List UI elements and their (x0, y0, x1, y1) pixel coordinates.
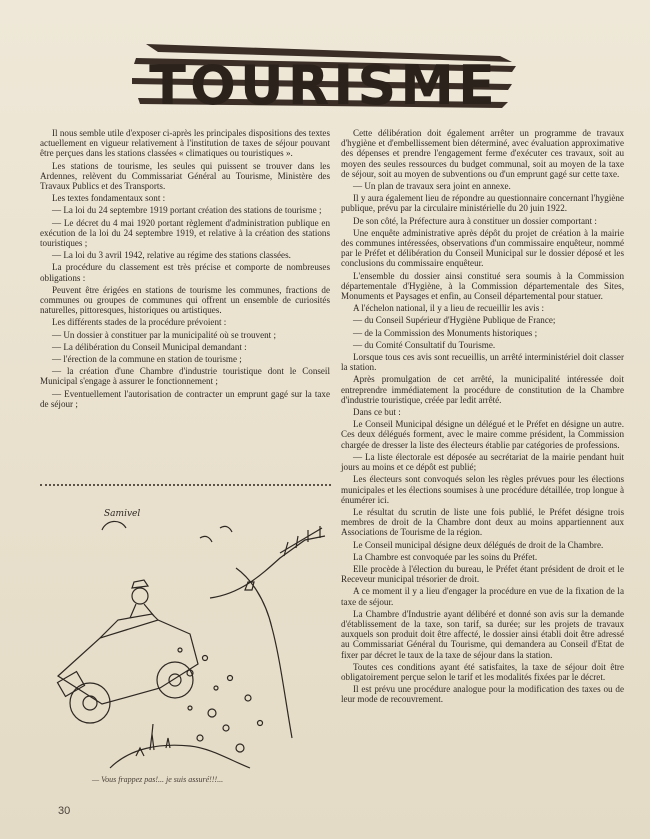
list-item: — La délibération du Conseil Municipal demandant : (52, 341, 247, 352)
title-text: TOURISME (149, 54, 499, 117)
paragraph: Peuvent être érigées en stations de tourisme les communes, fractions de communes ou groupes de communes qui offrent un ensemble de curiosités naturelles, pittoresques, historiques ou artistiques. (40, 284, 330, 316)
paragraph: L'ensemble du dossier ainsi constitué sera soumis à la Commission départementale d'Hygiène, à la Commission départementale des Sites, Monuments et Paysages et enfin, au Conseil départemental pour statuer. (341, 270, 624, 302)
list-item: — La loi du 24 septembre 1919 portant création des stations de tourisme ; (52, 205, 322, 216)
paragraph: Toutes ces conditions ayant été satisfaites, la taxe de séjour doit être obligatoirement perçue selon le tarif et les modalités fixées par le décret. (341, 661, 624, 682)
paragraph: La procédure du classement est très précise et comporte de nombreuses obligations : (40, 262, 330, 283)
list-item: — l'érection de la commune en station de tourisme ; (52, 354, 242, 365)
paragraph: Le Conseil municipal désigne deux délégués de droit de la Chambre. (353, 539, 604, 550)
list-item: — de la Commission des Monuments historiques ; (353, 327, 538, 338)
dotted-divider (40, 484, 331, 486)
paragraph: Le Conseil Municipal désigne un délégué et le Préfet en désigne un autre. Ces deux délégués forment, avec le maire comme président, la Commission chargée de dresser la liste des électeurs établie par catégories de professions. (341, 419, 624, 450)
list-item: — La loi du 3 avril 1942, relative au régime des stations classées. (52, 250, 291, 261)
driver-head (132, 588, 148, 604)
list-item: — du Conseil Supérieur d'Hygiène Publique de France; (353, 315, 556, 326)
paragraph: A l'échelon national, il y a lieu de recueillir les avis : (353, 303, 545, 314)
artist-signature: Samivel (104, 509, 141, 519)
paragraph: Elle procède à l'élection du bureau, le Préfet étant président de droit et le Receveur municipal trésorier de droit. (341, 563, 624, 585)
list-item: — Un plan de travaux sera joint en annexe. (353, 181, 511, 192)
cliff-edge (236, 568, 292, 738)
paragraph: Cette délibération doit également arrêter un programme de travaux d'hygiène et d'embellissement bien déterminé, avec évaluation approximative des dépenses et prendre l'engagement ferme d'exécuter ces travaux, soit au moyen des seules ressources du budget communal, soit au moyen de la taxe de séjour, soit au moyen de subventions ou d'un emprunt gagé sur cette taxe. (341, 128, 624, 179)
paragraph: Les différents stades de la procédure prévoient : (52, 317, 227, 328)
list-item: — Eventuellement l'autorisation de contracter un emprunt gagé sur la taxe de séjour ; (40, 388, 330, 409)
paragraph: Le résultat du scrutin de liste une fois publié, le Préfet désigne trois membres de droit de la Chambre dont deux au moins appartiennent aux Associations de Tourisme de la région. (341, 506, 624, 538)
paragraph: Il est prévu une procédure analogue pour la modification des taxes ou de leur mode de recouvrement. (341, 684, 624, 705)
right-text-column (341, 128, 624, 707)
left-text-column (40, 128, 330, 411)
list-item: — La liste électorale est déposée au secrétariat de la mairie pendant huit jours au moins et ce dépôt est publié; (341, 451, 624, 473)
paragraph: La Chambre d'Industrie ayant délibéré et donné son avis sur la demande d'établissement de la taxe, son tarif, sa durée; sur les projets de travaux auxquels son produit doit être affecté, le dossier ainsi établi doit être adressé au Commissariat Général du Tourisme, qui demandera au Conseil d'Etat de fixer par décret le taux de la taxe de séjour dans la station. (341, 608, 624, 660)
paragraph: Les électeurs sont convoqués selon les règles prévues pour les élections municipales et les élections soumises à une procédure détaillée, trop longue à énumérer ici. (341, 474, 624, 505)
paragraph: La Chambre est convoquée par les soins du Préfet. (353, 551, 538, 562)
list-item: — Un dossier à constituer par la municipalité où se trouvent ; (52, 329, 277, 340)
paragraph: Il nous semble utile d'exposer ci-après les principales dispositions des textes actuellement en vigueur relativement à l'institution de taxes de séjour pouvant être perçues dans les stations classées « climatiques ou touristiques ». (40, 128, 330, 159)
paragraph: Après promulgation de cet arrêté, la municipalité intéressée doit entreprendre immédiatement la procédure de constitution de la Chambre d'industrie touristique, créée par ledit arrêté. (341, 374, 624, 405)
paragraph: Les textes fondamentaux sont : (52, 193, 166, 204)
cartoon-illustration (40, 498, 333, 778)
illustration-caption: — Vous frappez pas!... je suis assuré!!!... (92, 775, 224, 784)
list-item: — du Comité Consultatif du Tourisme. (353, 339, 496, 350)
paragraph: Dans ce but : (353, 407, 401, 418)
village-hill (110, 745, 250, 768)
paragraph: A ce moment il y a lieu d'engager la procédure en vue de la fixation de la taxe de séjour. (341, 586, 624, 607)
list-item: — Le décret du 4 mai 1920 portant règlement d'administration publique en exécution de la loi du 24 septembre 1919, et relative à la création des stations touristiques ; (40, 217, 330, 249)
list-item: — la création d'une Chambre d'industrie touristique dont le Conseil Municipal s'engage à assurer le fonctionnement ; (40, 366, 330, 387)
paragraph: De son côté, la Préfecture aura à constituer un dossier comportant : (353, 215, 597, 226)
page-number: 30 (58, 805, 71, 817)
paragraph: Lorsque tous ces avis sont recueillis, un arrêté interministériel doit classer la station. (341, 352, 624, 373)
tourisme-title-banner (128, 36, 520, 120)
paragraph: Il y aura également lieu de répondre au questionnaire concernant l'hygiène publique, prévu par la circulaire ministérielle du 20 juin 1922. (341, 193, 624, 214)
paragraph: Une enquête administrative après dépôt du projet de création à la mairie des communes intéressées, observations d'un commissaire enquêteur, nommé par le Préfet et délibération du Conseil Municipal sur le dossier déposé et les conclusions du commissaire enquêteur. (341, 227, 624, 269)
paragraph: Les stations de tourisme, les seules qui puissent se trouver dans les Ardennes, relèvent du Commissariat Général au Tourisme, Ministère des Travaux Publics et des Transports. (40, 160, 330, 192)
